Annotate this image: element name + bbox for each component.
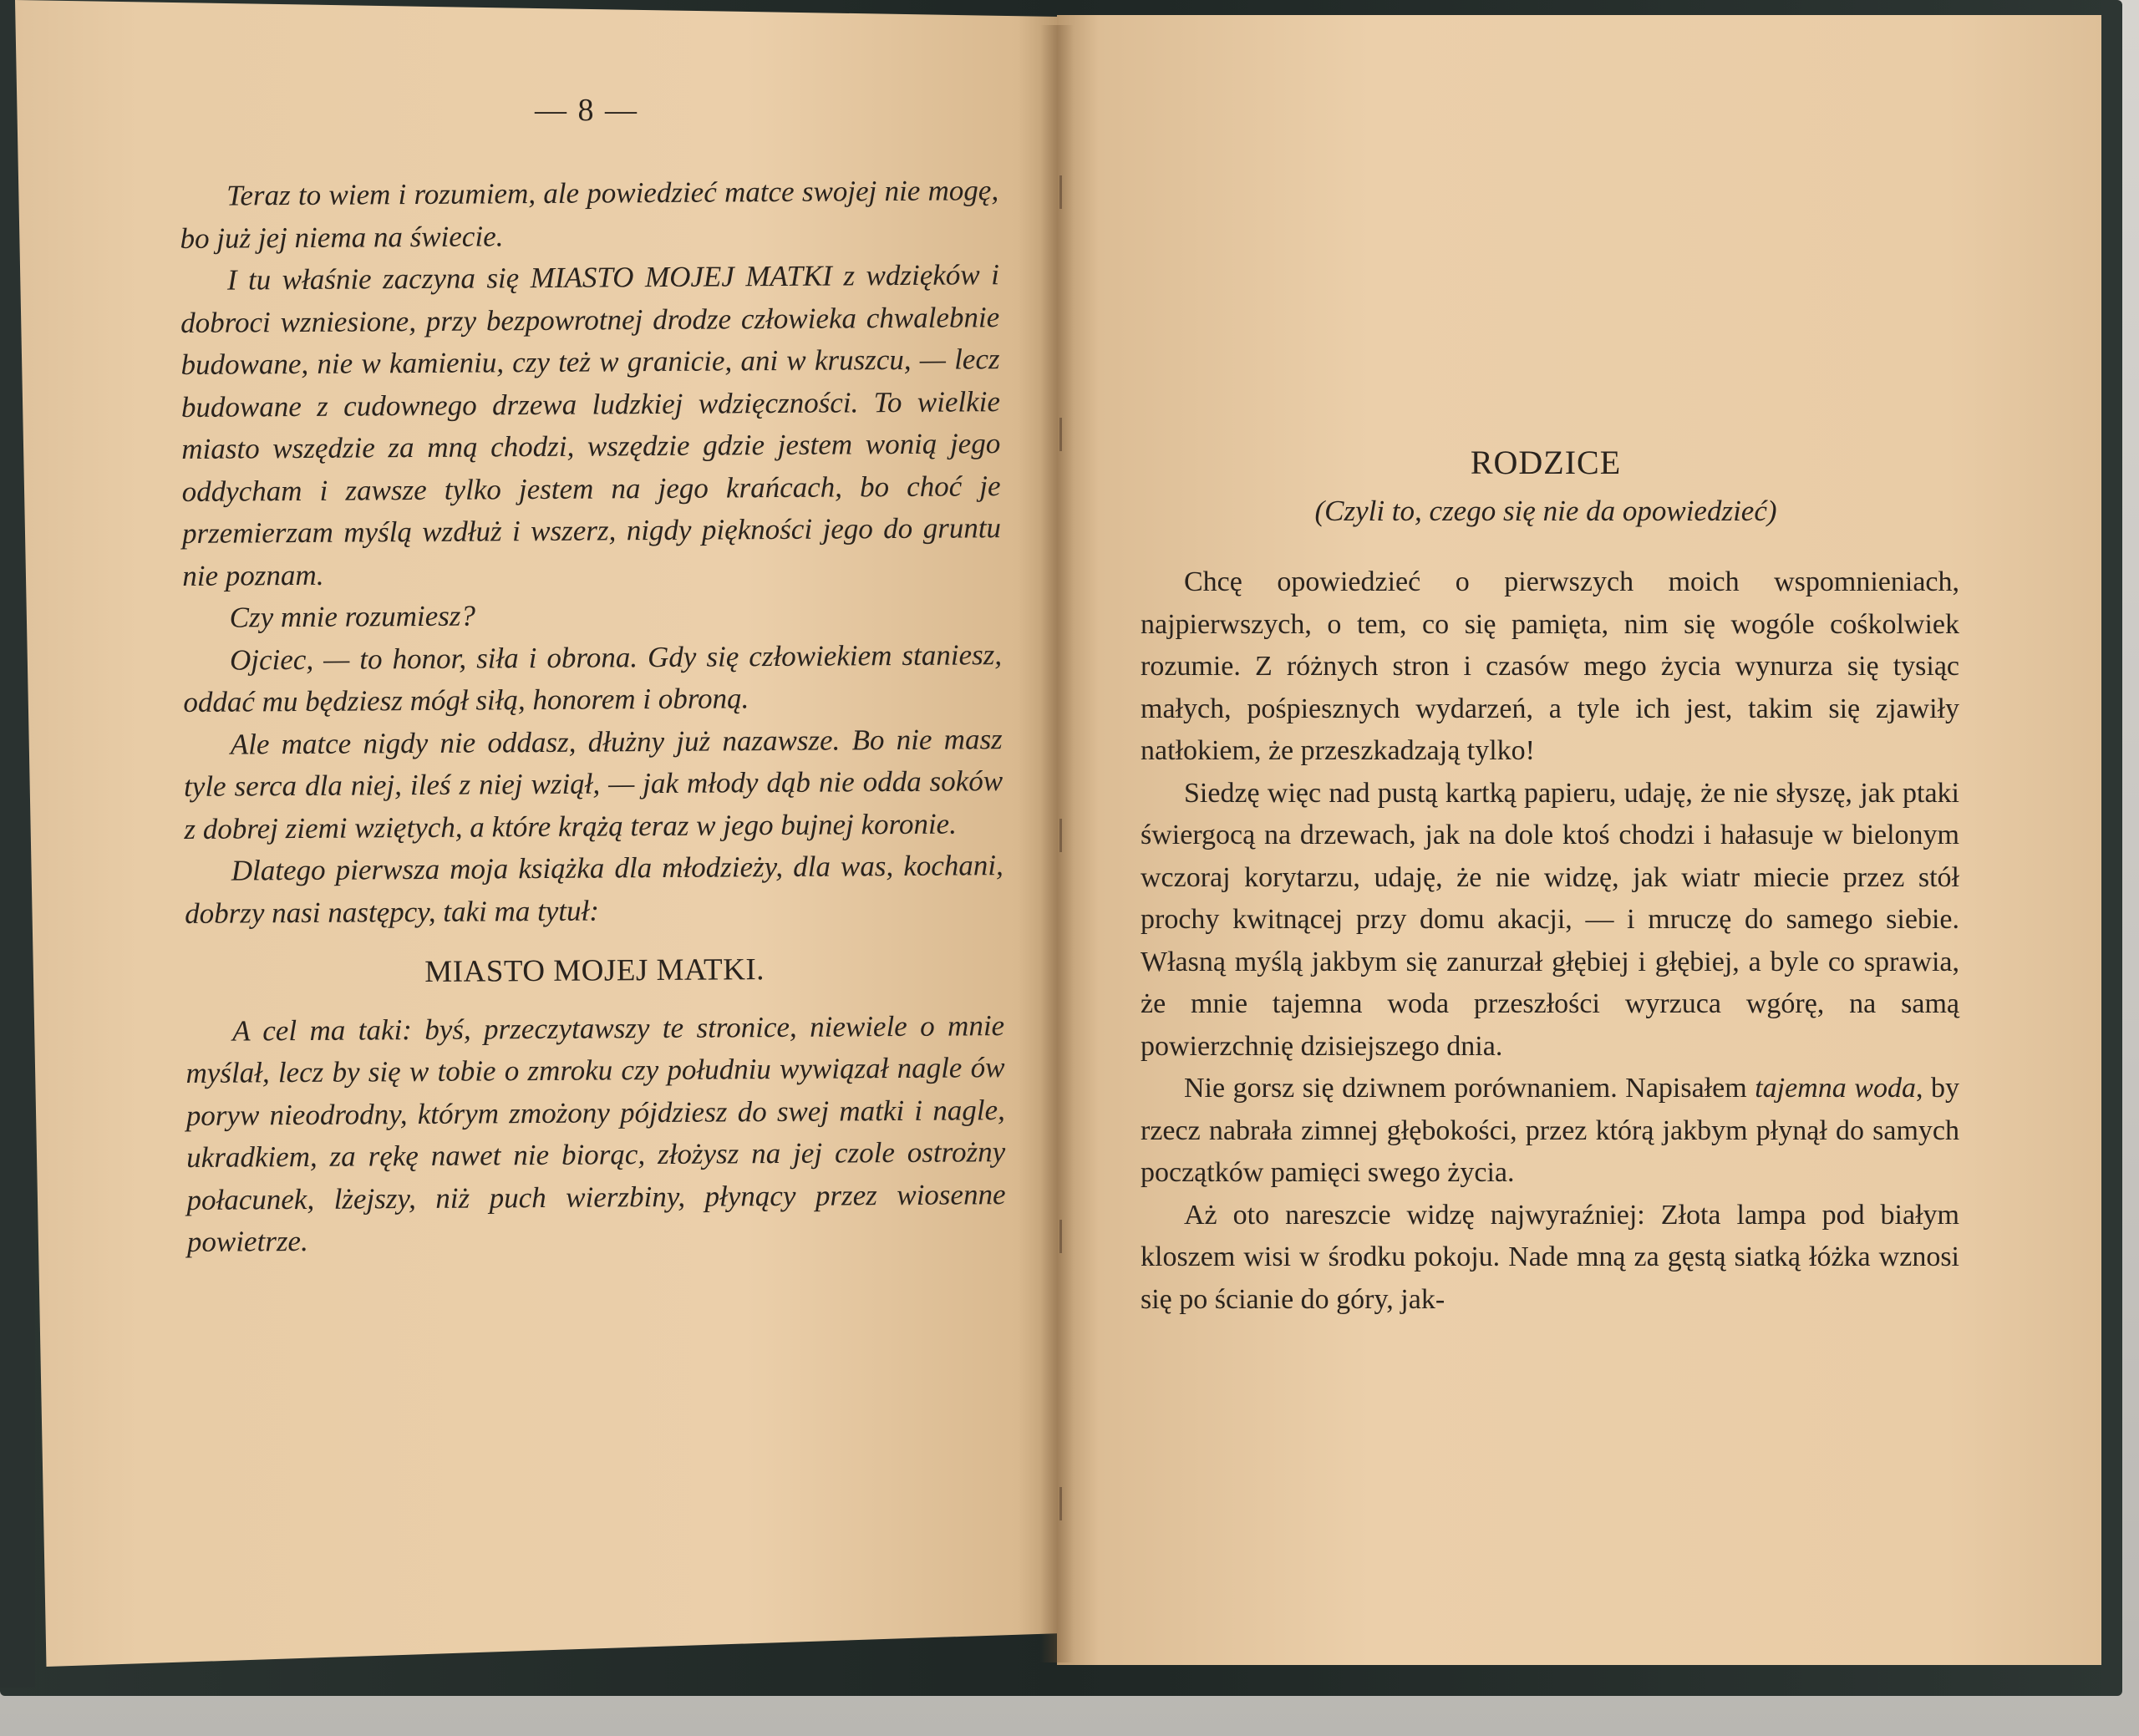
right-page-text <box>1141 561 1959 1321</box>
chapter-subheading: (Czyli to, czego się nie da opowiedzieć) <box>1314 495 1777 527</box>
binding-thread <box>1059 175 1062 209</box>
paragraph: Teraz to wiem i rozumiem, ale powiedzieć matce swojej nie mogę, bo już jej niema na świecie. <box>180 174 999 255</box>
left-page-text <box>180 170 1006 1263</box>
paragraph: Ale matce nigdy nie oddasz, dłużny już nazawsze. Bo nie masz tyle serca dla niej, ileś z niej wziął, — jak młody dąb nie odda soków z dobrej ziemi wziętych, a które krążą teraz w jego bujnej koronie. <box>183 722 1003 845</box>
paragraph-emphasis: tajemna woda <box>1755 1073 1916 1104</box>
paragraph: Chcę opowiedzieć o pierwszych moich wspomnieniach, najpierwszych, o tem, co się pamięta, nim się wogóle cośkolwiek rozumie. Z różnych stron i czasów mego życia wynurza się tysiąc małych, pośpiesznych wydarzeń, a tyle ich jest, takim się zjawiły natłokiem, że przeszkadzają tylko! <box>1141 566 1959 766</box>
paragraph: I tu właśnie zaczyna się MIASTO MOJEJ MATKI z wdzięków i dobroci wzniesione, przy bezpowrotnej drodze człowieka chwalebnie budowane, nie w kamieniu, czy też w granicie, ani w kruszcu, — lecz budowane z cudownego drzewa ludzkiej wdzięczności. To wielkie miasto wszędzie za mną chodzi, wszędzie gdzie jestem wonią jego oddycham i zawsze tylko jestem na jego krańcach, bo choć je przemierzam myślą wzdłuż i wszerz, nigdy piękności jego do gruntu nie poznam. <box>180 258 1002 592</box>
paragraph: Aż oto nareszcie widzę najwyraźniej: Złota lampa pod białym kloszem wisi w środku pokoju. Nade mną za gęstą siatką łóżka wznosi się po ścianie do góry, jak- <box>1141 1199 1959 1315</box>
book-gutter <box>1040 25 1074 1662</box>
paragraph: Dlatego pierwsza moja książka dla młodzieży, dla was, kochani, dobrzy nasi następcy, taki ma tytuł: <box>185 849 1003 930</box>
chapter-heading: RODZICE <box>1470 444 1622 481</box>
binding-thread <box>1059 418 1062 451</box>
page-number: — 8 — <box>535 93 638 128</box>
binding-thread <box>1059 819 1062 852</box>
paragraph: Siedzę więc nad pustą kartką papieru, udaję, że nie słyszę, jak ptaki świergocą na drzewach, jak na dole ktoś chodzi i hałasuje w bielonym wczoraj korytarzu, udaję, że nie widzę, jak wiatr miecie przez stół prochy kwitnącej przy domu akacji, — i mruczę do samego siebie. Własną myślą jakbym się zanurzał głębiej i głębiej, a byle co sprawia, że mnie tajemna woda przeszłości wyrzuca wgórę, na samą powierzchnię dzisiejszego dnia. <box>1141 777 1959 1062</box>
paragraph: A cel ma taki: byś, przeczytawszy te stronice, niewiele o mnie myślał, lecz by się w tobie o zmroku czy południu wywiązał nagle ów poryw nieodrodny, którym zmożony pójdziesz do swej matki i nagle, ukradkiem, za rękę nawet nie biorąc, złożysz na jej czole ostrożny połacunek, lżejszy, niż puch wierzbiny, płynący przez wiosenne powietrze. <box>185 1008 1006 1258</box>
binding-thread <box>1059 1487 1062 1520</box>
paragraph-text: , by rzecz nabrała zimnej głębokości, przez którą jakbym płynął do samych początków pamięci swego życia. <box>1141 1073 1960 1188</box>
paragraph <box>1141 1068 1959 1195</box>
chapter-title: MIASTO MOJEJ MATKI. <box>424 952 765 989</box>
binding-thread <box>1059 1220 1062 1253</box>
paragraph: Ojciec, — to honor, siła i obrona. Gdy się człowiekiem staniesz, oddać mu będziesz mógł siłą, honorem i obroną. <box>183 637 1003 718</box>
paragraph: Czy mnie rozumiesz? <box>229 599 476 634</box>
paragraph-text: Nie gorsz się dziwnem porównaniem. Napisałem <box>1184 1073 1755 1104</box>
